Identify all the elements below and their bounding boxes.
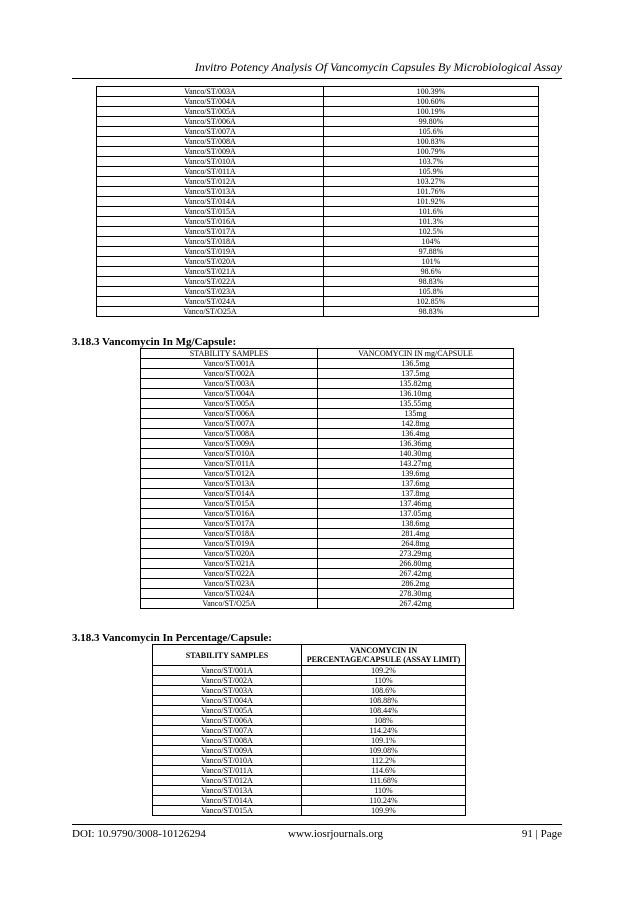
sample-id-cell: Vanco/ST/O25A [97, 307, 324, 317]
value-cell: 103.7% [324, 157, 539, 167]
table-row [153, 796, 466, 806]
sample-id-cell: Vanco/ST/016A [141, 509, 318, 519]
sample-id-cell: Vanco/ST/006A [97, 117, 324, 127]
table-row [153, 746, 466, 756]
table-row [141, 449, 514, 459]
sample-id-cell: Vanco/ST/007A [141, 419, 318, 429]
value-cell: 264.8mg [318, 539, 514, 549]
sample-id-cell: Vanco/ST/012A [153, 776, 302, 786]
value-cell: 109.1% [302, 736, 466, 746]
sample-id-cell: Vanco/ST/013A [153, 786, 302, 796]
sample-id-cell: Vanco/ST/013A [97, 187, 324, 197]
table-row [141, 509, 514, 519]
value-cell: 101.76% [324, 187, 539, 197]
value-cell: 98.83% [324, 277, 539, 287]
sample-id-cell: Vanco/ST/020A [141, 549, 318, 559]
table-row [97, 297, 539, 307]
value-cell: 102.85% [324, 297, 539, 307]
sample-id-cell: Vanco/ST/019A [141, 539, 318, 549]
potency-percentage-table-continued [96, 86, 539, 317]
value-cell: 104% [324, 237, 539, 247]
footer-divider [72, 824, 562, 825]
table-header-row [153, 645, 466, 666]
sample-id-cell: Vanco/ST/024A [141, 589, 318, 599]
sample-id-cell: Vanco/ST/006A [153, 716, 302, 726]
value-cell: 136.10mg [318, 389, 514, 399]
sample-id-cell: Vanco/ST/010A [97, 157, 324, 167]
table-row [141, 359, 514, 369]
sample-id-cell: Vanco/ST/003A [141, 379, 318, 389]
sample-id-cell: Vanco/ST/009A [141, 439, 318, 449]
running-header: Invitro Potency Analysis Of Vancomycin Capsules By Microbiological Assay [194, 60, 562, 74]
sample-id-cell: Vanco/ST/012A [141, 469, 318, 479]
footer-doi: DOI: 10.9790/3008-10126294 [72, 828, 206, 840]
table-row [141, 479, 514, 489]
value-cell: 143.27mg [318, 459, 514, 469]
sample-id-cell: Vanco/ST/021A [97, 267, 324, 277]
sample-id-cell: Vanco/ST/005A [97, 107, 324, 117]
value-cell: 108.6% [302, 686, 466, 696]
value-cell: 105.9% [324, 167, 539, 177]
sample-id-cell: Vanco/ST/022A [97, 277, 324, 287]
sample-id-cell: Vanco/ST/007A [97, 127, 324, 137]
value-cell: 100.19% [324, 107, 539, 117]
value-cell: 100.60% [324, 97, 539, 107]
sample-id-cell: Vanco/ST/010A [141, 449, 318, 459]
value-cell: 102.5% [324, 227, 539, 237]
value-cell: 103.27% [324, 177, 539, 187]
table-row [97, 287, 539, 297]
value-cell: 136.4mg [318, 429, 514, 439]
table-row [153, 696, 466, 706]
value-cell: 100.79% [324, 147, 539, 157]
table-row [97, 87, 539, 97]
table-row [153, 706, 466, 716]
table-row [153, 806, 466, 816]
table-row [97, 307, 539, 317]
value-cell: 136.5mg [318, 359, 514, 369]
column-header-samples: STABILITY SAMPLES [153, 645, 302, 666]
value-cell: 108% [302, 716, 466, 726]
value-cell: 114.6% [302, 766, 466, 776]
table-row [153, 726, 466, 736]
sample-id-cell: Vanco/ST/008A [153, 736, 302, 746]
value-cell: 140.30mg [318, 449, 514, 459]
value-cell: 138.6mg [318, 519, 514, 529]
table-row [97, 107, 539, 117]
sample-id-cell: Vanco/ST/022A [141, 569, 318, 579]
value-cell: 135.55mg [318, 399, 514, 409]
table-row [97, 117, 539, 127]
table-row [97, 127, 539, 137]
table-row [141, 369, 514, 379]
sample-id-cell: Vanco/ST/005A [153, 706, 302, 716]
value-cell: 101.3% [324, 217, 539, 227]
value-cell: 109.2% [302, 666, 466, 676]
sample-id-cell: Vanco/ST/015A [141, 499, 318, 509]
sample-id-cell: Vanco/ST/008A [97, 137, 324, 147]
sample-id-cell: Vanco/ST/012A [97, 177, 324, 187]
vancomycin-mg-per-capsule-table [140, 348, 514, 609]
table-row [141, 399, 514, 409]
value-cell: 110% [302, 676, 466, 686]
sample-id-cell: Vanco/ST/002A [141, 369, 318, 379]
table-row [141, 579, 514, 589]
column-header-mg: VANCOMYCIN IN mg/CAPSULE [318, 349, 514, 359]
value-cell: 142.8mg [318, 419, 514, 429]
table-row [97, 187, 539, 197]
sample-id-cell: Vanco/ST/003A [153, 686, 302, 696]
table-row [97, 247, 539, 257]
value-cell: 281.4mg [318, 529, 514, 539]
sample-id-cell: Vanco/ST/016A [97, 217, 324, 227]
table-row [97, 267, 539, 277]
table-row [141, 559, 514, 569]
value-cell: 112.2% [302, 756, 466, 766]
sample-id-cell: Vanco/ST/015A [153, 806, 302, 816]
table-row [153, 676, 466, 686]
value-cell: 266.80mg [318, 559, 514, 569]
table-row [141, 529, 514, 539]
value-cell: 101.92% [324, 197, 539, 207]
table-row [97, 197, 539, 207]
value-cell: 108.88% [302, 696, 466, 706]
table-row [97, 227, 539, 237]
sample-id-cell: Vanco/ST/O25A [141, 599, 318, 609]
table-row [97, 177, 539, 187]
sample-id-cell: Vanco/ST/015A [97, 207, 324, 217]
table-row [97, 97, 539, 107]
sample-id-cell: Vanco/ST/014A [141, 489, 318, 499]
value-cell: 108.44% [302, 706, 466, 716]
table-row [141, 599, 514, 609]
section-heading-mg-capsule: 3.18.3 Vancomycin In Mg/Capsule: [72, 336, 237, 348]
table-row [97, 167, 539, 177]
table-header-row [141, 349, 514, 359]
value-cell: 137.8mg [318, 489, 514, 499]
sample-id-cell: Vanco/ST/011A [153, 766, 302, 776]
value-cell: 100.39% [324, 87, 539, 97]
table-row [141, 419, 514, 429]
table-row [141, 499, 514, 509]
table-row [153, 776, 466, 786]
table-row [141, 439, 514, 449]
header-divider [72, 78, 562, 79]
table-row [141, 549, 514, 559]
value-cell: 135.82mg [318, 379, 514, 389]
table-row [153, 766, 466, 776]
value-cell: 139.6mg [318, 469, 514, 479]
table-row [141, 589, 514, 599]
sample-id-cell: Vanco/ST/014A [153, 796, 302, 806]
sample-id-cell: Vanco/ST/002A [153, 676, 302, 686]
value-cell: 100.83% [324, 137, 539, 147]
value-cell: 137.5mg [318, 369, 514, 379]
sample-id-cell: Vanco/ST/017A [141, 519, 318, 529]
table-row [97, 137, 539, 147]
table-row [97, 157, 539, 167]
table-row [141, 389, 514, 399]
value-cell: 114.24% [302, 726, 466, 736]
sample-id-cell: Vanco/ST/004A [153, 696, 302, 706]
column-header-percentage-line2: PERCENTAGE/CAPSULE (ASSAY LIMIT) [306, 655, 461, 664]
table-row [97, 217, 539, 227]
sample-id-cell: Vanco/ST/011A [97, 167, 324, 177]
table-row [141, 379, 514, 389]
table-row [153, 716, 466, 726]
table-row [97, 277, 539, 287]
value-cell: 101.6% [324, 207, 539, 217]
sample-id-cell: Vanco/ST/006A [141, 409, 318, 419]
sample-id-cell: Vanco/ST/009A [153, 746, 302, 756]
table-row [97, 257, 539, 267]
table-row [153, 786, 466, 796]
value-cell: 137.6mg [318, 479, 514, 489]
sample-id-cell: Vanco/ST/017A [97, 227, 324, 237]
table-row [97, 147, 539, 157]
column-header-percentage-line1: VANCOMYCIN IN [349, 646, 418, 655]
table-row [153, 666, 466, 676]
table-row [97, 237, 539, 247]
section-heading-percentage-capsule: 3.18.3 Vancomycin In Percentage/Capsule: [72, 632, 272, 644]
table-row [141, 459, 514, 469]
value-cell: 105.8% [324, 287, 539, 297]
table-row [97, 207, 539, 217]
value-cell: 137.46mg [318, 499, 514, 509]
sample-id-cell: Vanco/ST/020A [97, 257, 324, 267]
sample-id-cell: Vanco/ST/001A [153, 666, 302, 676]
value-cell: 273.29mg [318, 549, 514, 559]
sample-id-cell: Vanco/ST/018A [97, 237, 324, 247]
value-cell: 286.2mg [318, 579, 514, 589]
sample-id-cell: Vanco/ST/007A [153, 726, 302, 736]
column-header-samples: STABILITY SAMPLES [141, 349, 318, 359]
sample-id-cell: Vanco/ST/004A [97, 97, 324, 107]
sample-id-cell: Vanco/ST/004A [141, 389, 318, 399]
sample-id-cell: Vanco/ST/001A [141, 359, 318, 369]
value-cell: 135mg [318, 409, 514, 419]
sample-id-cell: Vanco/ST/023A [97, 287, 324, 297]
table-row [153, 686, 466, 696]
vancomycin-percentage-per-capsule-table [152, 644, 466, 816]
table-row [153, 756, 466, 766]
value-cell: 110.24% [302, 796, 466, 806]
value-cell: 97.88% [324, 247, 539, 257]
value-cell: 110% [302, 786, 466, 796]
value-cell: 267.42mg [318, 599, 514, 609]
footer-page-number: 91 | Page [521, 828, 562, 840]
sample-id-cell: Vanco/ST/009A [97, 147, 324, 157]
table-row [141, 539, 514, 549]
column-header-percentage [302, 645, 466, 666]
sample-id-cell: Vanco/ST/024A [97, 297, 324, 307]
footer-website: www.iosrjournals.org [288, 828, 384, 840]
table-row [141, 569, 514, 579]
sample-id-cell: Vanco/ST/011A [141, 459, 318, 469]
sample-id-cell: Vanco/ST/008A [141, 429, 318, 439]
sample-id-cell: Vanco/ST/003A [97, 87, 324, 97]
table-row [141, 469, 514, 479]
table-row [141, 429, 514, 439]
sample-id-cell: Vanco/ST/019A [97, 247, 324, 257]
value-cell: 99.80% [324, 117, 539, 127]
sample-id-cell: Vanco/ST/014A [97, 197, 324, 207]
value-cell: 105.6% [324, 127, 539, 137]
table-row [141, 489, 514, 499]
value-cell: 98.6% [324, 267, 539, 277]
value-cell: 136.36mg [318, 439, 514, 449]
value-cell: 267.42mg [318, 569, 514, 579]
value-cell: 109.08% [302, 746, 466, 756]
sample-id-cell: Vanco/ST/005A [141, 399, 318, 409]
sample-id-cell: Vanco/ST/013A [141, 479, 318, 489]
sample-id-cell: Vanco/ST/023A [141, 579, 318, 589]
table-row [153, 736, 466, 746]
sample-id-cell: Vanco/ST/010A [153, 756, 302, 766]
value-cell: 98.83% [324, 307, 539, 317]
value-cell: 111.68% [302, 776, 466, 786]
value-cell: 109.9% [302, 806, 466, 816]
table-row [141, 519, 514, 529]
value-cell: 278.30mg [318, 589, 514, 599]
table-row [141, 409, 514, 419]
value-cell: 101% [324, 257, 539, 267]
value-cell: 137.05mg [318, 509, 514, 519]
sample-id-cell: Vanco/ST/018A [141, 529, 318, 539]
sample-id-cell: Vanco/ST/021A [141, 559, 318, 569]
